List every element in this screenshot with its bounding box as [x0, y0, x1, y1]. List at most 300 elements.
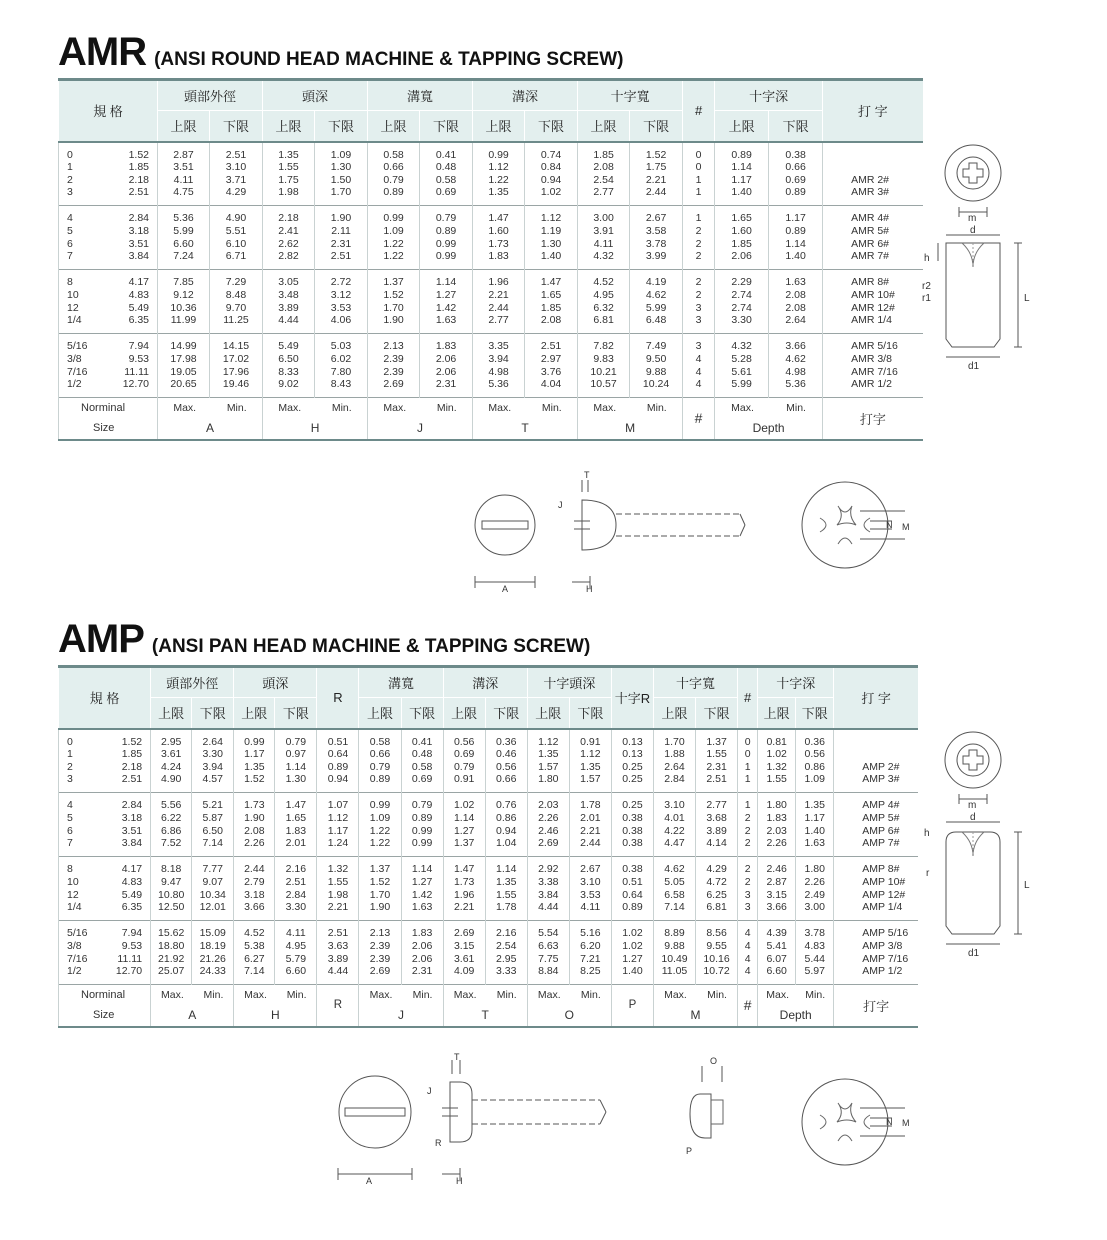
value: 4.44 [538, 901, 559, 914]
value: 5.49 [278, 340, 299, 353]
size-mm: 2.51 [121, 773, 143, 786]
value-cell [653, 793, 695, 857]
depth-label: Depth [779, 1008, 812, 1023]
value: 1.63 [804, 837, 825, 850]
value: 4.62 [645, 288, 667, 301]
mark-text: AMR 3/8 [851, 352, 892, 365]
amr-footer-h [263, 398, 368, 440]
mark-text: AMR 7/16 [851, 365, 898, 378]
value: 2.74 [731, 288, 752, 301]
value: 10.72 [703, 965, 730, 978]
value: 2.87 [766, 875, 787, 888]
value: 4.90 [225, 212, 247, 225]
value: 1.40 [540, 250, 562, 263]
mark-text: AMR 1/4 [851, 314, 892, 327]
value: 2.77 [593, 186, 614, 199]
value: 1.55 [766, 773, 787, 786]
value: 1.14 [785, 237, 806, 250]
size-mm: 7.94 [128, 340, 149, 353]
size-number: 4 [67, 799, 73, 812]
nominal-size-cell [59, 270, 158, 334]
value: 6.10 [225, 237, 247, 250]
value: 4.24 [160, 760, 182, 773]
mark-text [823, 161, 923, 174]
value: 0.64 [622, 888, 643, 901]
value: 0.38 [622, 837, 643, 850]
value: 2.77 [488, 314, 509, 327]
value: 4 [744, 939, 751, 952]
value: 1.73 [244, 799, 265, 812]
amr-mark-header: 打 字 [823, 80, 923, 142]
value: 0.69 [435, 186, 457, 199]
value: 3.10 [580, 875, 601, 888]
dim-label-o: O [564, 1008, 574, 1023]
min-label: Min. [412, 989, 433, 1002]
upper-limit-label: 上限 [758, 698, 796, 729]
value-cell [525, 334, 578, 398]
value: 1.12 [580, 748, 601, 761]
value: 0.79 [453, 760, 475, 773]
value: 2.29 [731, 276, 752, 289]
value: 10.24 [642, 378, 670, 391]
value: 1.90 [330, 212, 352, 225]
value: 0.99 [435, 250, 457, 263]
value: 0.38 [622, 811, 643, 824]
size-number: 2 [67, 760, 73, 773]
value: 3.12 [330, 288, 352, 301]
value: 0.64 [327, 748, 349, 761]
amr-spec-table [58, 78, 923, 441]
value: 2.16 [496, 927, 517, 940]
mark-text: AMR 5# [851, 224, 890, 237]
value: 1.14 [453, 811, 475, 824]
value: 4.52 [593, 276, 614, 289]
value: 2.74 [731, 301, 752, 314]
diagram-label-h: h [924, 253, 930, 264]
value: 1 [744, 799, 751, 812]
value: 1.35 [244, 760, 265, 773]
value: 1.09 [369, 811, 391, 824]
amr-subtitle: (ANSI ROUND HEAD MACHINE & TAPPING SCREW) [154, 49, 624, 70]
lower-limit-label: 下限 [485, 698, 527, 729]
value: 2.08 [785, 301, 806, 314]
value: 2.21 [327, 901, 349, 914]
value: 7.29 [225, 276, 247, 289]
value: 1.02 [453, 799, 475, 812]
value: 7.49 [645, 340, 667, 353]
value-cell [443, 921, 485, 985]
value-cell [151, 921, 192, 985]
value-cell [611, 793, 653, 857]
dim-label-h: H [271, 1008, 280, 1023]
value-cell [683, 270, 715, 334]
value: 0.99 [411, 824, 433, 837]
value: 2.51 [330, 250, 352, 263]
value: 18.80 [158, 939, 185, 952]
value: 3.48 [278, 288, 299, 301]
size-mm: 2.18 [121, 760, 143, 773]
value: 0.41 [435, 148, 457, 161]
value: 1.30 [330, 161, 352, 174]
value: 10.21 [590, 365, 617, 378]
value: 2.87 [173, 148, 194, 161]
value: 0.38 [785, 148, 806, 161]
value: 0.13 [622, 748, 643, 761]
amp-mark-header: 打 字 [834, 667, 918, 729]
value-cell [758, 857, 796, 921]
value: 2.62 [278, 237, 299, 250]
value: 1.27 [453, 824, 475, 837]
dim-label-j: J [417, 421, 424, 436]
size-mm: 11.11 [124, 365, 149, 378]
value: 3.58 [645, 224, 667, 237]
value: 2 [744, 875, 751, 888]
label-j: J [558, 500, 563, 510]
value: 0.36 [804, 735, 825, 748]
value-cell [578, 270, 630, 334]
size-number: 0 [67, 148, 73, 161]
value-cell [368, 334, 420, 398]
value: 1.27 [411, 875, 433, 888]
amp-footer-mark: 打字 [834, 985, 918, 1027]
value: 7.14 [664, 901, 685, 914]
label-n: N [886, 520, 893, 530]
value: 2.46 [538, 824, 559, 837]
value-cell [653, 857, 695, 921]
max-label: Max. [731, 402, 754, 415]
value: 1.60 [731, 224, 752, 237]
value: 5.38 [244, 939, 265, 952]
upper-limit-label: 上限 [234, 698, 275, 729]
diagram-label-m: m [968, 800, 977, 811]
value: 1.55 [327, 875, 349, 888]
value: 1.90 [244, 811, 265, 824]
size-number: 3 [67, 773, 73, 786]
amp-r-header: R [317, 667, 359, 729]
size-mm: 5.49 [128, 301, 149, 314]
value: 1.83 [411, 927, 433, 940]
value: 1.70 [369, 888, 391, 901]
value-cell [525, 270, 578, 334]
mark-text: AMP 8# [862, 863, 900, 876]
diagram-label-d1: d1 [968, 948, 980, 959]
value-cell [796, 793, 834, 857]
value-cell [683, 206, 715, 270]
size-number: 2 [67, 173, 73, 186]
value: 0.25 [622, 799, 643, 812]
min-label: Min. [331, 402, 352, 415]
value-cell [485, 921, 527, 985]
value: 9.83 [593, 352, 614, 365]
value: 6.02 [330, 352, 352, 365]
value: 9.07 [202, 875, 223, 888]
max-label: Max. [766, 989, 790, 1002]
size-number: 8 [67, 863, 73, 876]
value: 3 [695, 340, 702, 353]
value: 4.98 [785, 365, 806, 378]
value: 1.57 [580, 773, 601, 786]
value: 5.99 [173, 224, 194, 237]
value: 4.22 [664, 824, 685, 837]
value-cell [234, 793, 275, 857]
value: 1.37 [453, 837, 475, 850]
label-a: A [366, 1176, 373, 1186]
value-cell [368, 142, 420, 206]
value: 6.81 [593, 314, 614, 327]
value: 4.57 [202, 773, 223, 786]
value: 25.07 [158, 965, 185, 978]
value: 2 [695, 237, 702, 250]
value: 1.14 [411, 863, 433, 876]
value: 1.09 [383, 224, 404, 237]
amr-bit-diagram [918, 125, 1038, 375]
value: 0.99 [488, 148, 509, 161]
value: 1.35 [488, 186, 509, 199]
value: 6.25 [706, 888, 727, 901]
amp-footer-depth [758, 985, 834, 1027]
size-number: 3 [67, 186, 73, 199]
value: 1.75 [278, 173, 299, 186]
value-cell [715, 142, 769, 206]
value-cell [275, 729, 317, 793]
value: 1.63 [785, 276, 806, 289]
mark-cell [834, 793, 918, 857]
dim-label-m: M [690, 1008, 701, 1023]
value: 5.21 [202, 799, 223, 812]
value: 1.14 [731, 161, 752, 174]
value: 5.44 [804, 952, 825, 965]
value: 1.90 [383, 314, 404, 327]
value: 0.89 [327, 760, 349, 773]
value: 3.61 [453, 952, 475, 965]
value: 1.96 [453, 888, 475, 901]
value: 5.16 [580, 927, 601, 940]
upper-limit-label: 上限 [443, 698, 485, 729]
value: 6.60 [285, 965, 307, 978]
value: 4.95 [593, 288, 614, 301]
value-cell [401, 921, 443, 985]
value: 5.99 [645, 301, 667, 314]
value: 3 [744, 901, 751, 914]
value: 1.40 [785, 250, 806, 263]
value-cell [210, 270, 263, 334]
lower-limit-label: 下限 [192, 698, 234, 729]
value-cell [473, 206, 525, 270]
value: 9.88 [645, 365, 667, 378]
size-number: 5 [67, 224, 73, 237]
size-number: 1/2 [67, 378, 82, 391]
value: 1.78 [496, 901, 517, 914]
value: 2.08 [785, 288, 806, 301]
value: 1.52 [383, 288, 404, 301]
max-label: Max. [537, 989, 561, 1002]
value: 8.18 [160, 863, 182, 876]
value: 11.05 [661, 965, 688, 978]
size-mm: 4.17 [121, 863, 143, 876]
size-number: 6 [67, 237, 73, 250]
value: 5.51 [225, 224, 247, 237]
label-o: O [710, 1056, 718, 1066]
amp-footer-a [151, 985, 234, 1027]
max-label: Max. [488, 402, 512, 415]
value: 7.24 [173, 250, 194, 263]
size-number: 1 [67, 748, 73, 761]
value-cell [275, 921, 317, 985]
value: 0.56 [496, 760, 517, 773]
value: 2.64 [202, 735, 223, 748]
value: 0.66 [383, 161, 404, 174]
lower-limit-label: 下限 [525, 111, 578, 142]
mark-text: AMR 4# [851, 212, 890, 225]
value: 0.56 [804, 748, 825, 761]
value-cell [263, 142, 315, 206]
value-cell [158, 270, 210, 334]
value: 2.08 [540, 314, 562, 327]
value: 2.06 [435, 365, 457, 378]
value: 1.55 [496, 888, 517, 901]
value: 2.41 [278, 224, 299, 237]
value: 0.91 [580, 735, 601, 748]
value: 2.01 [285, 837, 307, 850]
label-a: A [502, 584, 509, 594]
amp-footer-p: P [611, 985, 653, 1027]
value: 4.72 [706, 875, 727, 888]
value: 6.27 [244, 952, 265, 965]
size-number: 0 [67, 735, 73, 748]
nominal-size-cell [59, 857, 151, 921]
value: 3.53 [330, 301, 352, 314]
value-cell [769, 334, 823, 398]
value: 4.90 [160, 773, 182, 786]
value-cell [401, 793, 443, 857]
value: 6.60 [766, 965, 787, 978]
upper-limit-label: 上限 [359, 698, 401, 729]
value-cell [738, 921, 758, 985]
value-cell [630, 142, 683, 206]
mark-cell [823, 270, 923, 334]
value: 1.17 [804, 811, 825, 824]
value: 3.66 [244, 901, 265, 914]
value: 3.78 [804, 927, 825, 940]
value: 1.80 [538, 773, 559, 786]
value: 2.84 [664, 773, 685, 786]
value: 17.96 [222, 365, 250, 378]
value-cell [569, 857, 611, 921]
value-cell [158, 142, 210, 206]
value: 1.65 [285, 811, 307, 824]
value: 1.55 [706, 748, 727, 761]
lower-limit-label: 下限 [401, 698, 443, 729]
size-number: 7/16 [67, 952, 88, 965]
label-p: P [686, 1146, 693, 1156]
value: 19.46 [222, 378, 250, 391]
size-mm: 1.52 [121, 735, 143, 748]
value: 5.99 [731, 378, 752, 391]
value-cell [485, 793, 527, 857]
value: 0.91 [453, 773, 475, 786]
value: 1.37 [369, 863, 391, 876]
value: 2 [744, 824, 751, 837]
value: 2.08 [244, 824, 265, 837]
mark-text: AMP 1/4 [862, 901, 903, 914]
value-cell [443, 857, 485, 921]
lower-limit-label: 下限 [796, 698, 834, 729]
value: 2.64 [664, 760, 685, 773]
amr-footer-t [473, 398, 578, 440]
value: 0.94 [327, 773, 349, 786]
value: 4.44 [278, 314, 299, 327]
size-mm: 2.51 [128, 186, 149, 199]
mark-text: AMP 5/16 [862, 927, 909, 940]
mark-text: AMR 10# [851, 288, 895, 301]
amr-nominal-size-footer [59, 398, 158, 440]
value: 0 [744, 748, 751, 761]
value-cell [315, 142, 368, 206]
amp-title [58, 617, 590, 662]
value: 2.69 [453, 927, 475, 940]
value: 21.26 [199, 952, 226, 965]
value: 1.02 [540, 186, 562, 199]
value-cell [653, 921, 695, 985]
mark-text: AMP 5# [862, 811, 900, 824]
size-group-row [59, 206, 923, 270]
size-mm: 2.18 [128, 173, 149, 186]
value-cell [683, 142, 715, 206]
size-mm: 1.85 [121, 748, 143, 761]
min-label: Min. [805, 989, 826, 1002]
size-mm: 6.35 [128, 314, 149, 327]
amr-spec-header: 規 格 [59, 80, 158, 142]
amp-slot-depth-header: 溝深 [443, 667, 527, 698]
size-number: 7/16 [67, 365, 88, 378]
value: 0.94 [496, 824, 517, 837]
mark-text: AMR 6# [851, 237, 890, 250]
value: 1.35 [538, 748, 559, 761]
value: 2 [744, 863, 751, 876]
value-cell [275, 793, 317, 857]
value: 1.42 [411, 888, 433, 901]
value: 8.48 [225, 288, 247, 301]
value: 0.66 [496, 773, 517, 786]
lower-limit-label: 下限 [630, 111, 683, 142]
value: 0.89 [731, 148, 752, 161]
value: 1 [744, 760, 751, 773]
mark-text [834, 736, 918, 749]
max-label: Max. [369, 989, 393, 1002]
value: 3.61 [160, 748, 182, 761]
max-label: Max. [383, 402, 407, 415]
amp-table-body [59, 729, 919, 985]
value: 0.46 [496, 748, 517, 761]
mark-text: AMP 1/2 [862, 965, 903, 978]
value: 6.22 [160, 811, 182, 824]
value: 0.99 [244, 735, 265, 748]
value: 6.48 [645, 314, 667, 327]
value: 1.50 [330, 173, 352, 186]
size-group-row [59, 334, 923, 398]
nominal-size-cell [59, 793, 151, 857]
value-cell [630, 270, 683, 334]
amr-table-body [59, 142, 923, 398]
value: 11.25 [223, 314, 249, 327]
value: 12.50 [158, 901, 185, 914]
min-label: Min. [580, 989, 601, 1002]
value: 2.16 [285, 863, 307, 876]
mark-text: AMP 3# [862, 773, 900, 786]
lower-limit-label: 下限 [315, 111, 368, 142]
value: 2.67 [645, 212, 667, 225]
label-n: N [886, 1117, 893, 1127]
